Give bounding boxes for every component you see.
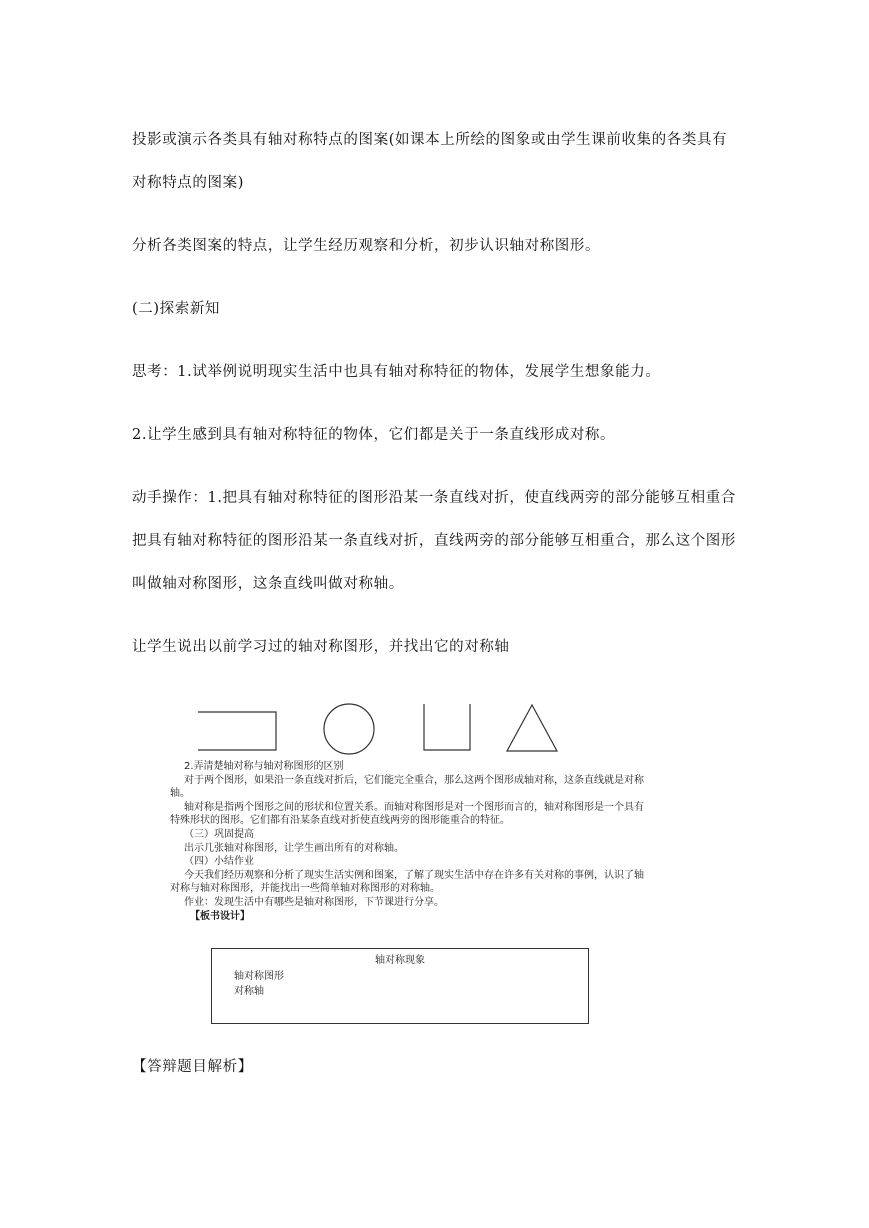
open-square-shape [424, 704, 470, 750]
notes-line: 2.弄清楚轴对称与轴对称图形的区别 [184, 761, 344, 772]
triangle-shape [507, 705, 557, 751]
board-title: 轴对称现象 [375, 955, 425, 966]
paragraph-line: 把具有轴对称特征的图形沿某一条直线对折，直线两旁的部分能够互相重合，那么这个图形 [132, 533, 736, 549]
notes-line: 出示几张轴对称图形，让学生画出所有的对称轴。 [184, 842, 404, 854]
board-design-heading: 【板书设计】 [190, 910, 250, 922]
notes-line: 特殊形状的图形。它们都有沿某条直线对折使直线两旁的图形能重合的特征。 [170, 815, 510, 827]
board-item-symmetry-axis: 对称轴 [234, 986, 264, 997]
paragraph: 动手操作：1.把具有轴对称特征的图形沿某一条直线对折，使直线两旁的部分能够互相重合 [132, 490, 736, 506]
paragraph: 2.让学生感到具有轴对称特征的物体，它们都是关于一条直线形成对称。 [132, 427, 616, 443]
symmetric-shapes-figure [195, 700, 575, 756]
notes-line: 轴对称是指两个图形之间的形状和位置关系。而轴对称图形是对一个图形而言的，轴对称图形是一个具有 [184, 801, 644, 813]
board-design-box [211, 948, 589, 1024]
board-item-axis-symmetric-figure: 轴对称图形 [234, 971, 284, 982]
answer-analysis-heading: 【答辩题目解析】 [132, 1059, 253, 1075]
notes-line: 轴。 [170, 788, 190, 800]
notes-heading: （四）小结作业 [184, 856, 254, 868]
paragraph: 分析各类图案的特点，让学生经历观察和分析，初步认识轴对称图形。 [132, 238, 601, 254]
notes-line: 今天我们经历观察和分析了现实生活实例和图案，了解了现实生活中存在许多有关对称的事例，认识了轴 [184, 869, 644, 881]
section-heading: (二)探索新知 [132, 301, 221, 317]
paragraph-line: 对称特点的图案) [132, 175, 244, 191]
paragraph: 思考：1.试举例说明现实生活中也具有轴对称特征的物体，发展学生想象能力。 [132, 364, 661, 380]
notes-line: 作业：发现生活中有哪些是轴对称图形，下节课进行分享。 [184, 896, 444, 908]
paragraph-line: 投影或演示各类具有轴对称特点的图案(如课本上所绘的图象或由学生课前收集的各类具有 [132, 132, 728, 148]
paragraph-line: 叫做轴对称图形，这条直线叫做对称轴。 [132, 576, 404, 592]
notes-heading: （三）巩固提高 [184, 828, 254, 840]
circle-shape [324, 704, 374, 754]
open-rectangle-shape [198, 712, 276, 750]
notes-line: 对于两个图形，如果沿一条直线对折后，它们能完全重合，那么这两个图形成轴对称，这条直线就是对称 [184, 774, 644, 786]
paragraph: 让学生说出以前学习过的轴对称图形，并找出它的对称轴 [132, 639, 510, 655]
notes-line: 对称与轴对称图形，并能找出一些简单轴对称图形的对称轴。 [170, 883, 440, 895]
scanned-lesson-notes [170, 760, 650, 923]
